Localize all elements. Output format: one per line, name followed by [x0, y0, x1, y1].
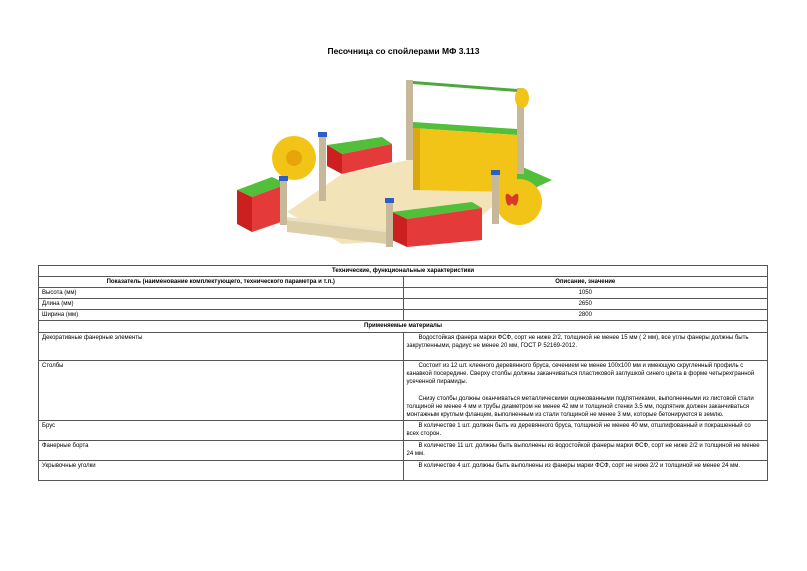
sandbox-illustration: [232, 62, 557, 260]
column-header-desc: Описание, значение: [403, 277, 768, 288]
material-paragraph: В количестве 1 шт. должен быть из деревянного бруса, толщиной не менее 40 мм, отшлифованный и покрашенный со всех сторон.: [406, 423, 751, 438]
post-left-back: [319, 136, 326, 201]
material-desc: [403, 421, 768, 441]
post-front: [386, 202, 393, 247]
column-header-param: Показатель (наименование комплектующего, технического параметра и т.п.): [39, 277, 404, 288]
spoiler-panel: [413, 128, 517, 192]
flower-center: [286, 150, 302, 166]
page-title: Песочница со спойлерами МФ 3.113: [327, 46, 480, 56]
material-paragraph: Водостойкая фанера марки ФСФ, сорт не ниже 2/2, толщиной не менее 15 мм ( 2 мм), все углы фанеры должны быть закругленными, радиус не менее 20 мм, ГОСТ Р 52169-2012.: [406, 334, 749, 349]
material-desc: [403, 441, 768, 461]
post-cap: [318, 132, 327, 137]
material-label: Столбы: [39, 360, 404, 421]
dim-label: Ширина (мм): [39, 310, 404, 321]
table-row: [39, 360, 768, 421]
material-desc: [403, 332, 768, 360]
dim-value: 2800: [403, 310, 768, 321]
material-label: Декоративные фанерные элементы: [39, 332, 404, 360]
material-paragraph: В количестве 11 шт. должны быть выполнены из водостойкой фанеры марки ФСФ, сорт не ниже 2/2 и толщиной не менее 24 мм.: [406, 443, 760, 458]
post-right: [492, 174, 499, 224]
table-row: [39, 441, 768, 461]
table-row: [39, 332, 768, 360]
table-row: [39, 421, 768, 441]
material-label: Укрывочные уголки: [39, 461, 404, 481]
post-cap: [279, 176, 288, 181]
spoiler-shade: [413, 128, 420, 190]
material-desc: [403, 360, 768, 421]
spec-table: [38, 265, 768, 481]
table-row: [39, 310, 768, 321]
table-row: [39, 299, 768, 310]
table-row: [39, 461, 768, 481]
material-label: Фанерные борта: [39, 441, 404, 461]
dim-value: 2650: [403, 299, 768, 310]
post-cap: [385, 198, 394, 203]
bench-left-front: [237, 190, 252, 232]
column-header-row: [39, 277, 768, 288]
material-paragraph: Снизу столбы должны оканчиваться металлическими оцинкованными подпятниками, выполненными из листовой стали толщиной не менее 4 мм и трубы диаметром не менее 42 мм и толщиной стенки 3.5 мм, подпятник должен заканчиваться монтажным круглым фланцем, выполненным из стали толщиной не менее 3 мм, которые бетонируются в землю.: [406, 395, 754, 419]
section-title: Технические, функциональные характеристики: [39, 266, 768, 277]
spoiler-ornament: [515, 88, 529, 108]
material-desc: [403, 461, 768, 481]
section-header: [39, 266, 768, 277]
section-header: [39, 321, 768, 332]
table-row: [39, 288, 768, 299]
dim-label: Высота (мм): [39, 288, 404, 299]
material-label: Брус: [39, 421, 404, 441]
material-paragraph: В количестве 4 шт. должны быть выполнены из фанеры марки ФСФ, сорт не ниже 2/2 и толщиной не менее 24 мм.: [418, 463, 741, 470]
post-left-front: [280, 180, 287, 225]
dim-label: Длина (мм): [39, 299, 404, 310]
section-title: Применяемые материалы: [39, 321, 768, 332]
material-paragraph: Состоит из 12 шт. клееного деревянного бруса, сечением не менее 100х100 мм и имеющую скругленный профиль с канавкой посередине. Сверху столбы должны заканчиваться пластиковой заглушкой синего цвета в форме четырехгранной усеченной пирамиды.: [406, 362, 755, 385]
post-cap: [491, 170, 500, 175]
post-tall-left: [406, 80, 413, 160]
crossbar: [413, 81, 517, 92]
dim-value: 1050: [403, 288, 768, 299]
